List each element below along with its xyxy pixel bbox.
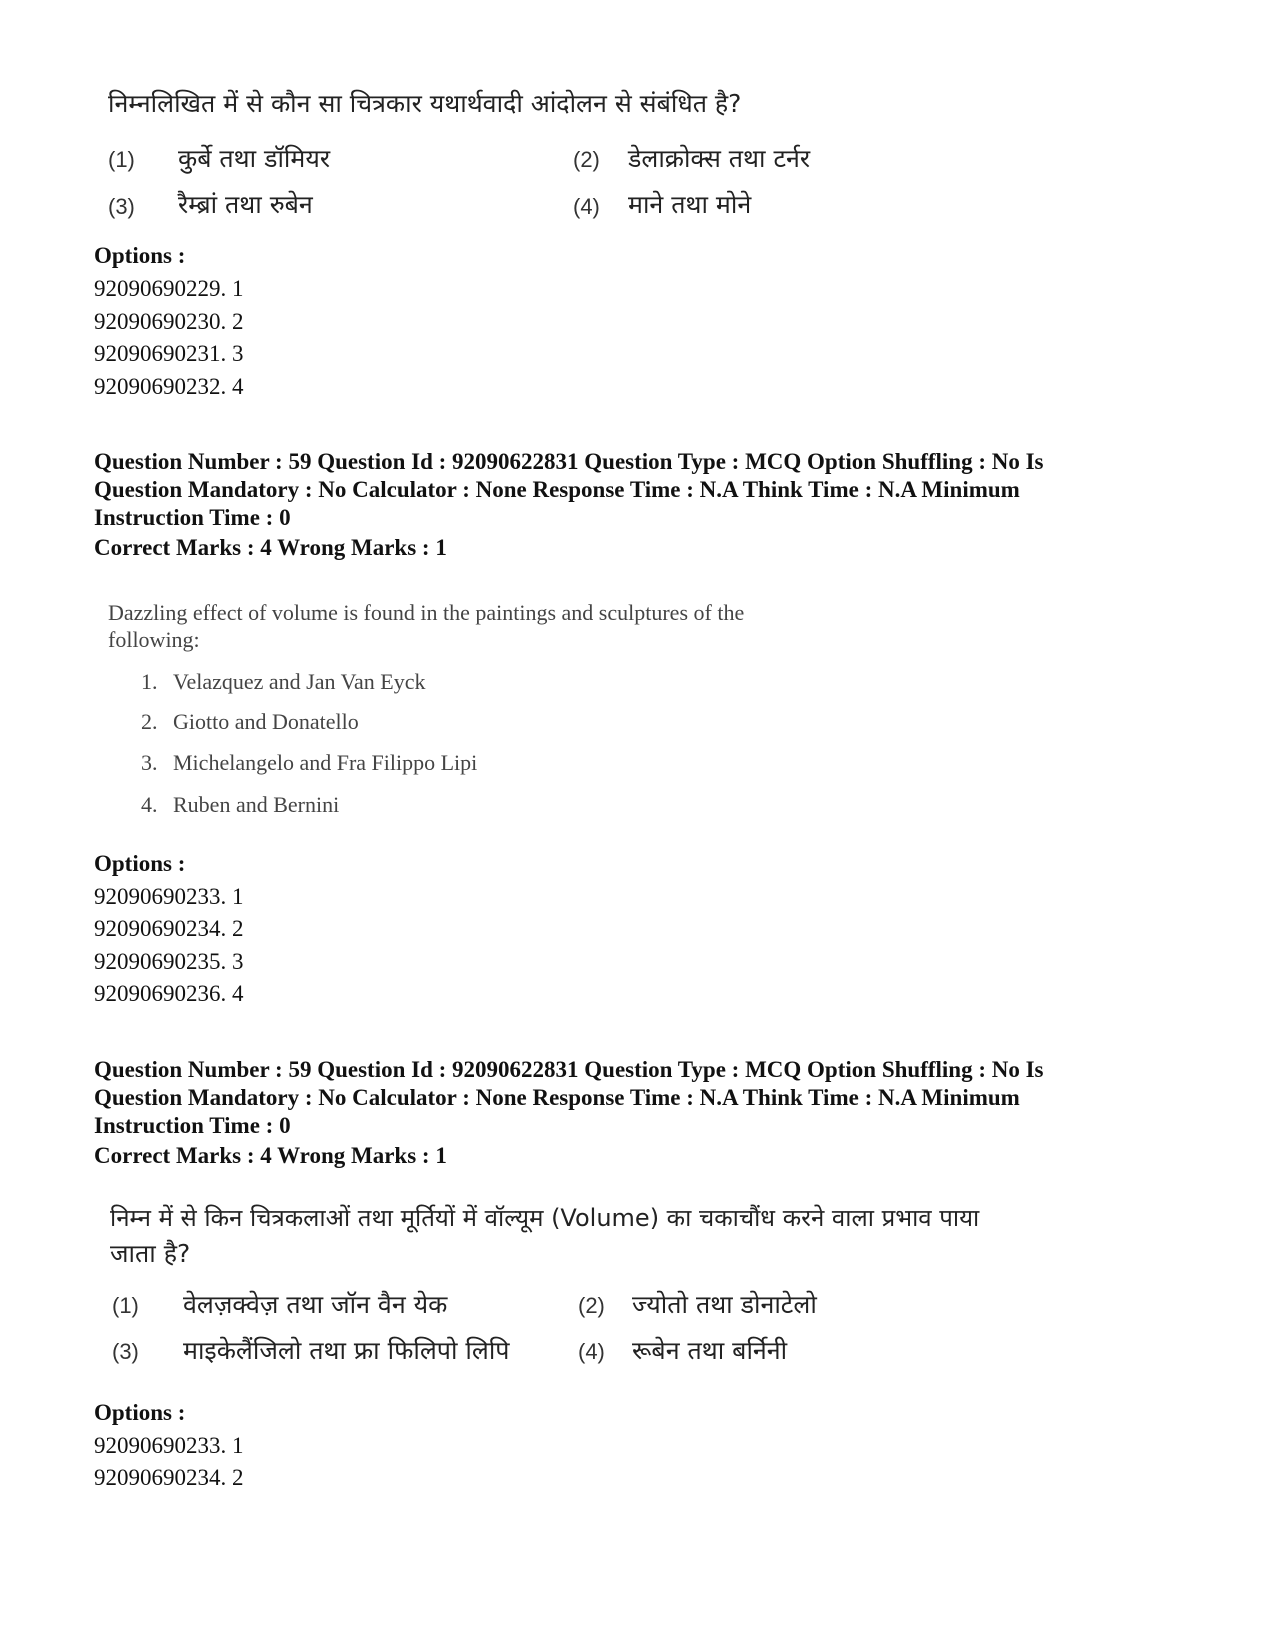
question-text: Dazzling effect of volume is found in the paintings and sculptures of the: [108, 600, 745, 625]
choice-text: माने तथा मोने: [628, 190, 752, 219]
list-item-text: Michelangelo and Fra Filippo Lipi: [173, 750, 478, 775]
list-item-number: 3.: [141, 750, 158, 775]
list-item: [141, 750, 477, 776]
option-line: 92090690234. 2: [94, 916, 244, 941]
option-line: 92090690230. 2: [94, 309, 244, 334]
choice-number: (2): [573, 147, 600, 172]
choice-text: रैम्ब्रां तथा रुबेन: [178, 190, 313, 219]
option-line: 92090690231. 3: [94, 341, 244, 366]
choice-text: रूबेन तथा बर्निनी: [632, 1336, 788, 1365]
list-item-text: Ruben and Bernini: [173, 792, 340, 817]
choice-number: (1): [112, 1293, 139, 1318]
choice-text: डेलाक्रोक्स तथा टर्नर: [628, 144, 811, 173]
option-line: 92090690229. 1: [94, 276, 244, 301]
list-item: [141, 669, 426, 695]
choice-number: (4): [578, 1339, 605, 1364]
meta-line: Question Number : 59 Question Id : 92090622831 Question Type : MCQ Option Shuffling : No Is: [94, 449, 1044, 474]
option-line: 92090690234. 2: [94, 1465, 244, 1490]
meta-line: Instruction Time : 0: [94, 1113, 291, 1138]
option-line: 92090690235. 3: [94, 949, 244, 974]
option-line: 92090690232. 4: [94, 374, 244, 399]
choice-number: (3): [108, 194, 135, 219]
list-item-text: Giotto and Donatello: [173, 709, 359, 734]
choice-text: ज्योतो तथा डोनाटेलो: [632, 1290, 817, 1319]
meta-line: Question Number : 59 Question Id : 92090622831 Question Type : MCQ Option Shuffling : No Is: [94, 1057, 1044, 1082]
choice-text: कुर्बे तथा डॉमियर: [178, 144, 331, 173]
question-meta: [94, 448, 1184, 532]
list-item-text: Velazquez and Jan Van Eyck: [173, 669, 426, 694]
meta-line: Question Mandatory : No Calculator : None Response Time : N.A Think Time : N.A Minimum: [94, 477, 1020, 502]
list-item: [141, 709, 359, 735]
list-item-number: 1.: [141, 669, 158, 694]
marks-line: Correct Marks : 4 Wrong Marks : 1: [94, 1143, 447, 1168]
choice-number: (4): [573, 194, 600, 219]
question-text: निम्नलिखित में से कौन सा चित्रकार यथार्थवादी आंदोलन से संबंधित है?: [108, 89, 742, 118]
choice-text: वेलज़क्वेज़ तथा जॉन वैन येक: [183, 1290, 448, 1319]
options-label: Options :: [94, 1400, 186, 1425]
meta-line: Instruction Time : 0: [94, 505, 291, 530]
question-meta: [94, 1056, 1184, 1140]
list-item-number: 4.: [141, 792, 158, 817]
choice-number: (3): [112, 1339, 139, 1364]
option-line: 92090690233. 1: [94, 884, 244, 909]
options-label: Options :: [94, 851, 186, 876]
meta-line: Question Mandatory : No Calculator : None Response Time : N.A Think Time : N.A Minimum: [94, 1085, 1020, 1110]
list-item: [141, 792, 339, 818]
options-label: Options :: [94, 243, 186, 268]
choice-text: माइकेलैंजिलो तथा फ्रा फिलिपो लिपि: [183, 1336, 510, 1365]
question-text: following:: [108, 627, 200, 652]
option-line: 92090690233. 1: [94, 1433, 244, 1458]
option-line: 92090690236. 4: [94, 981, 244, 1006]
marks-line: Correct Marks : 4 Wrong Marks : 1: [94, 535, 447, 560]
choice-number: (1): [108, 147, 135, 172]
list-item-number: 2.: [141, 709, 158, 734]
question-text: निम्न में से किन चित्रकलाओं तथा मूर्तियों में वॉल्यूम (Volume) का चकाचौंध करने वाला प्रभाव पाया: [110, 1204, 980, 1232]
question-text: जाता है?: [110, 1239, 191, 1268]
choice-number: (2): [578, 1293, 605, 1318]
